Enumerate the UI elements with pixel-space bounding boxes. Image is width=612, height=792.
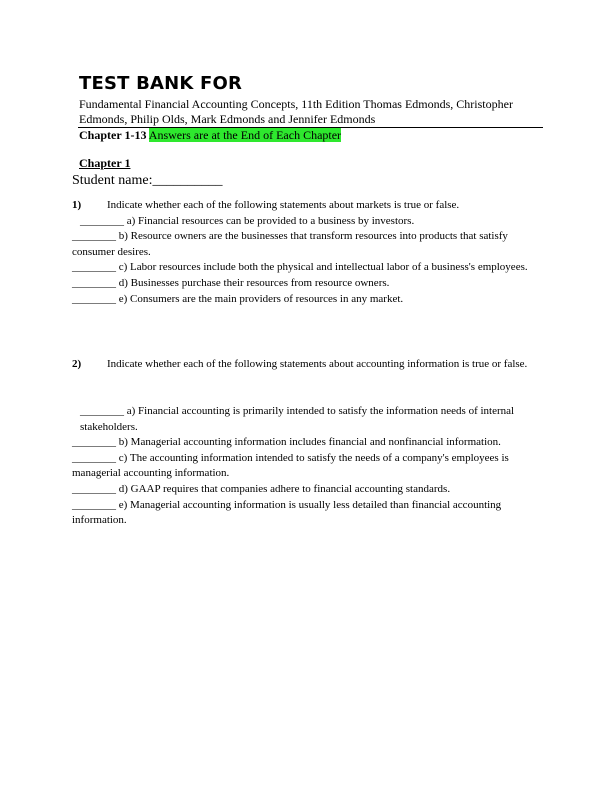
question-prompt: Indicate whether each of the following statements about markets is true or false. <box>107 199 460 211</box>
question-2 <box>72 357 542 373</box>
question-2-item-a: ________ a) Financial accounting is primarily intended to satisfy the information needs of internal stakeholders. <box>80 405 515 433</box>
question-2-item-e: ________ e) Managerial accounting information is usually less detailed than financial accounting information. <box>72 498 502 527</box>
question-1-item-c: ________ c) Labor resources include both the physical and intellectual labor of a business's employees. <box>72 261 528 274</box>
question-1-item-b: ________ b) Resource owners are the businesses that transform resources into products that satisfy consumer desires. <box>72 230 508 258</box>
answers-note-highlight: Answers are at the End of Each Chapter <box>148 128 342 142</box>
student-name-line: Student name:__________ <box>72 173 223 188</box>
question-1-item-a: ________ a) Financial resources can be provided to a business by investors. <box>80 214 415 227</box>
question-1-item-e: ________ e) Consumers are the main providers of resources in any market. <box>72 292 404 305</box>
question-2-item-d: ________ d) GAAP requires that companies adhere to financial accounting standards. <box>72 482 451 495</box>
chapter-range-line <box>79 128 341 143</box>
question-1-prompt-line <box>72 198 542 214</box>
book-citation: Fundamental Financial Accounting Concepts, 11th Edition Thomas Edmonds, Christopher Edmonds, Philip Olds, Mark Edmonds and Jennifer Edmonds <box>79 97 513 126</box>
question-2-item-c: ________ c) The accounting information intended to satisfy the needs of a company's employees is managerial accounting information. <box>72 451 509 480</box>
question-number: 1) <box>72 199 82 211</box>
document-title: TEST BANK FOR <box>79 73 243 94</box>
question-2-items <box>72 404 542 529</box>
question-1-item-d: ________ d) Businesses purchase their resources from resource owners. <box>72 276 390 289</box>
question-2-prompt-line <box>72 357 542 373</box>
chapter-range-label: Chapter 1-13 <box>79 128 147 142</box>
question-number: 2) <box>72 358 82 370</box>
chapter-heading: Chapter 1 <box>79 156 131 170</box>
question-2-item-b: ________ b) Managerial accounting information includes financial and nonfinancial information. <box>72 436 501 449</box>
question-1 <box>72 198 542 307</box>
question-prompt: Indicate whether each of the following statements about accounting information is true or false. <box>107 358 528 370</box>
